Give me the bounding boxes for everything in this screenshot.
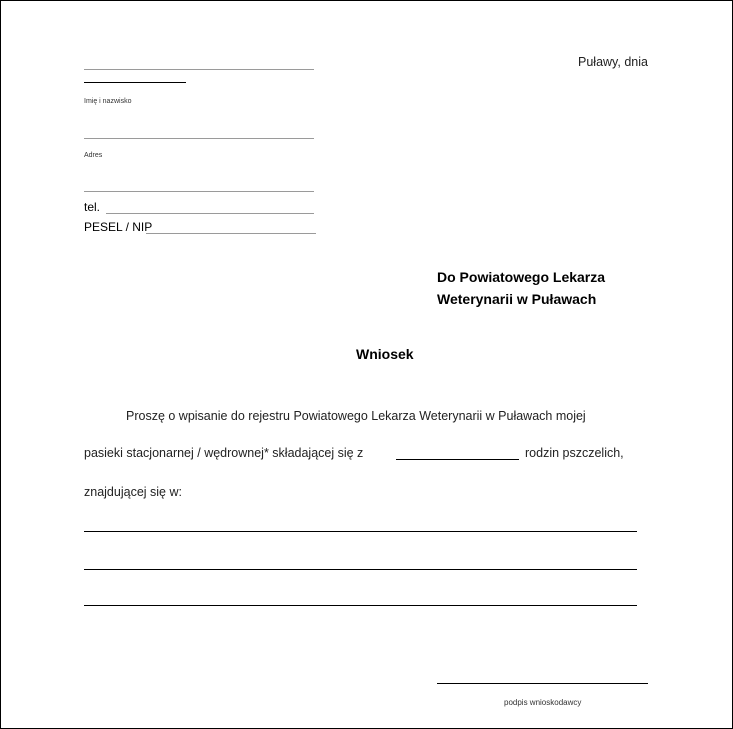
location-line-2 — [84, 569, 637, 570]
location-line-1 — [84, 531, 637, 532]
recipient-line-1: Do Powiatowego Lekarza — [437, 269, 606, 285]
signature-label: podpis wnioskodawcy — [504, 698, 582, 707]
recipient-line-2: Weterynarii w Puławach — [437, 291, 597, 307]
body-line-1: Proszę o wpisanie do rejestru Powiatowego Lekarza Weterynarii w Puławach mojej — [126, 409, 586, 423]
body-line-2-end: rodzin pszczelich, — [525, 446, 624, 460]
name-label: Imię i nazwisko — [84, 98, 132, 105]
address-label: Adres — [84, 152, 103, 159]
phone-label: tel. — [84, 200, 101, 214]
place-date: Puławy, dnia — [578, 55, 648, 69]
phone-field-line — [106, 213, 314, 214]
colony-count-blank — [396, 459, 519, 460]
signature-line — [437, 683, 648, 684]
location-line-3 — [84, 605, 637, 606]
pesel-field-line — [146, 233, 316, 234]
address-field-line-2 — [84, 191, 314, 192]
pesel-label: PESEL / NIP — [84, 220, 153, 234]
address-field-line — [84, 138, 314, 139]
document-title: Wniosek — [356, 346, 414, 362]
name-field-underline — [84, 82, 186, 83]
name-field-line — [84, 69, 314, 70]
body-line-2-start: pasieki stacjonarnej / wędrownej* składającej się z — [84, 446, 364, 460]
body-line-3: znajdującej się w: — [84, 485, 182, 499]
